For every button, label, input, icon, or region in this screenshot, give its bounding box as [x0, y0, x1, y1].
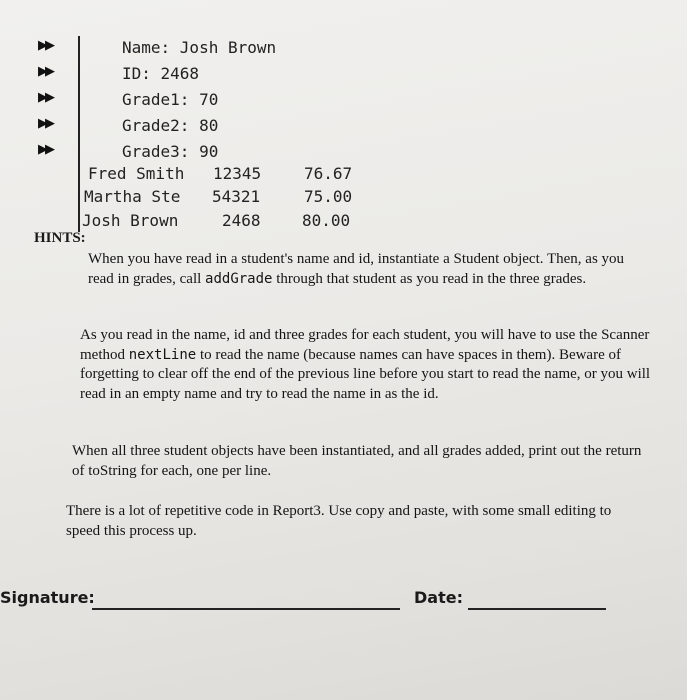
output-id: 12345 — [213, 164, 262, 183]
hint-paragraph-3: When all three student objects have been instantiated, and all grades added, print out the return of toString for each, one per line. — [72, 443, 642, 479]
output-average: 75.00 — [304, 187, 353, 206]
hint-paragraph-4: There is a lot of repetitive code in Report3. Use copy and paste, with some small editing to speed this process up. — [66, 503, 612, 539]
arrow-marker-icon: ▶▶ — [38, 64, 52, 79]
hint-paragraph-1: When you have read in a student's name and id, instantiate a Student object. Then, as you read in grades, call addGrade through that student as you read in the three grades. — [88, 251, 625, 287]
input-line-grade2: Grade2: 80 — [122, 116, 219, 135]
input-line-name: Name: Josh Brown — [122, 38, 277, 57]
arrow-marker-icon: ▶▶ — [38, 90, 52, 105]
output-id: 54321 — [212, 187, 261, 206]
input-line-grade3: Grade3: 90 — [122, 142, 219, 161]
date-label: Date: — [414, 588, 463, 607]
arrow-marker-icon: ▶▶ — [38, 116, 52, 131]
arrow-marker-icon: ▶▶ — [38, 142, 52, 157]
hint-paragraph-2: As you read in the name, id and three grades for each student, you will have to use the Scanner method nextLine to read the name (because names can have spaces in them). Beware of forgetting to clear off the end of the previous line before you start to read the name, or you will read in an empty name and try to read the name in as the id. — [80, 327, 651, 402]
output-name: Martha Ste — [84, 187, 181, 206]
input-line-grade1: Grade1: 70 — [122, 90, 219, 109]
input-line-id: ID: 2468 — [122, 64, 200, 83]
signature-label: Signature: — [0, 588, 95, 607]
output-average: 76.67 — [304, 164, 353, 183]
output-name: Josh Brown — [82, 211, 179, 230]
output-name: Fred Smith — [88, 164, 185, 183]
signature-line[interactable] — [92, 608, 400, 610]
date-line[interactable] — [468, 608, 606, 610]
hints-heading: HINTS: — [34, 230, 86, 246]
output-average: 80.00 — [302, 211, 351, 230]
output-id: 2468 — [222, 211, 261, 230]
margin-rule — [78, 36, 80, 232]
arrow-marker-icon: ▶▶ — [38, 38, 52, 53]
